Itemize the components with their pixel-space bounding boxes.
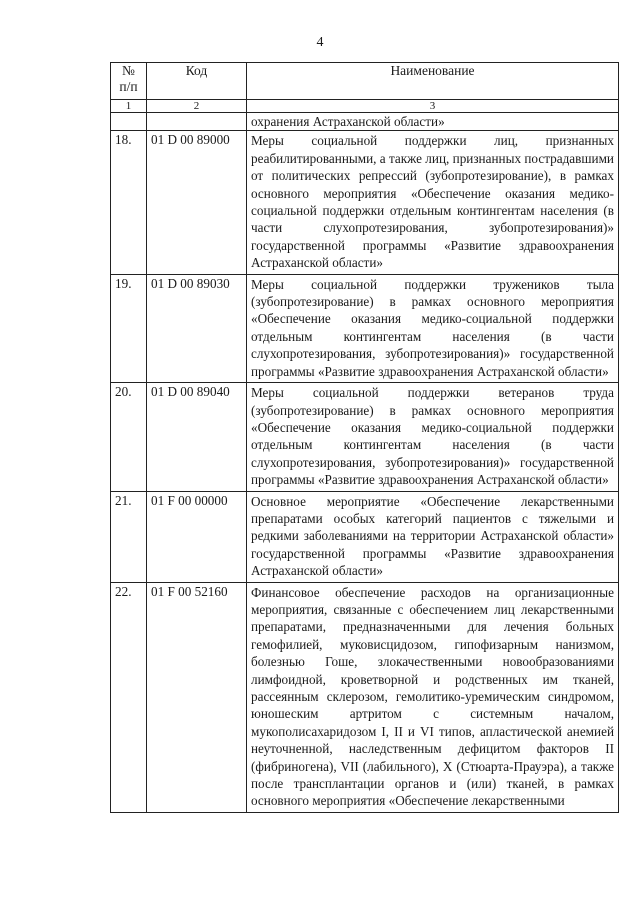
header-row — [111, 63, 619, 100]
row-number: 19. — [111, 274, 147, 382]
page-number: 4 — [316, 35, 324, 50]
row-code: 01 D 00 89030 — [147, 274, 247, 382]
header-name: Наименование — [247, 63, 619, 100]
index-cell-2: 2 — [147, 100, 247, 113]
continuation-row — [111, 113, 619, 131]
row-code: 01 D 00 89000 — [147, 131, 247, 274]
row-code: 01 F 00 00000 — [147, 491, 247, 582]
continuation-num-cell — [111, 113, 147, 131]
index-row — [111, 100, 619, 113]
row-name: Меры социальной поддержки ветеранов труда (зубопротезирование) в рамках основного мероприятия «Обеспечение оказания медико-социальной поддержки отдельным контингентам населения (в части слухопротезирования, зубопротезирования)» государственной программы «Развитие здравоохранения Астраханской области» — [247, 383, 619, 491]
row-number: 22. — [111, 582, 147, 812]
continuation-name-cell: охранения Астраханской области» — [247, 113, 619, 131]
continuation-code-cell — [147, 113, 247, 131]
row-name: Меры социальной поддержки тружеников тыла (зубопротезирование) в рамках основного мероприятия «Обеспечение оказания медико-социальной поддержки отдельным контингентам населения (в части слухопротезирования, зубопротезирования)» государственной программы «Развитие здравоохранения Астраханской области» — [247, 274, 619, 382]
header-num: № п/п — [111, 63, 147, 100]
row-number: 20. — [111, 383, 147, 491]
table-row — [111, 131, 619, 274]
index-cell-3: 3 — [247, 100, 619, 113]
header-code: Код — [147, 63, 247, 100]
row-code: 01 D 00 89040 — [147, 383, 247, 491]
row-name: Меры социальной поддержки лиц, признанных реабилитированными, а также лиц, признанных пострадавшими от политических репрессий (зубопротезирование), в рамках основного мероприятия «Обеспечение оказания медико-социальной поддержки отдельным контингентам населения (в части слухопротезирования, зубопротезирования)» государственной программы «Развитие здравоохранения Астраханской области» — [247, 131, 619, 274]
row-name: Основное мероприятие «Обеспечение лекарственными препаратами особых категорий пациентов с тяжелыми и редкими заболеваниями на территории Астраханской области» государственной программы «Развитие здравоохранения Астраханской области» — [247, 491, 619, 582]
index-cell-1: 1 — [111, 100, 147, 113]
table-row — [111, 582, 619, 812]
row-number: 21. — [111, 491, 147, 582]
row-name: Финансовое обеспечение расходов на организационные мероприятия, связанные с обеспечением лиц лекарственными препаратами, предназначенными для лечения больных гемофилией, муковисцидозом, гипофизарным нанизмом, болезнью Гоше, злокачественными новообразованиями лимфоидной, кроветворной и родственных им тканей, рассеянным склерозом, гемолитико-уремическим синдромом, юношеским артритом с системным началом, мукополисахаридозом I, II и VI типов, апластической анемией неуточненной, наследственным дефицитом факторов II (фибриногена), VII (лабильного), X (Стюарта-Прауэра), а также после трансплантации органов и (или) тканей, в рамках основного мероприятия «Обеспечение лекарственными — [247, 582, 619, 812]
table-row — [111, 491, 619, 582]
table-row — [111, 383, 619, 491]
classification-table — [110, 62, 619, 813]
table-row — [111, 274, 619, 382]
row-code: 01 F 00 52160 — [147, 582, 247, 812]
row-number: 18. — [111, 131, 147, 274]
